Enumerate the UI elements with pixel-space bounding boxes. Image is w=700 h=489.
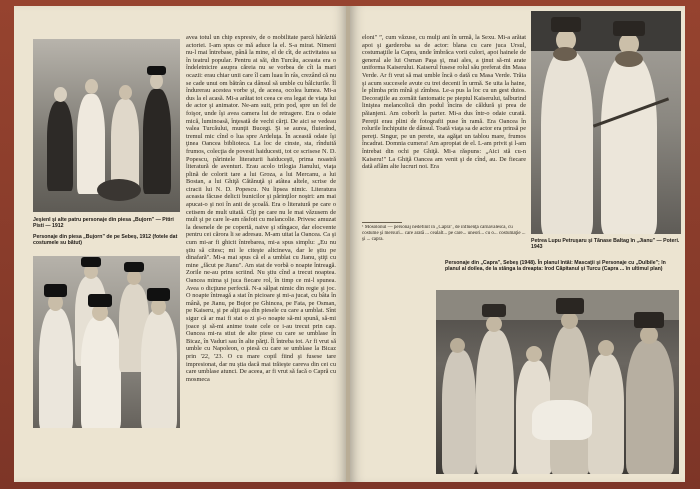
- photo-top-left-caption: Jeşienl şi alte patru personaje din piesa „Bujorn" — Pitiri Pisti — 1912: [33, 217, 174, 230]
- photo-top-right: [531, 11, 681, 234]
- photo-top-left: [33, 39, 180, 212]
- footnote: ¹ Mosolonul — personaj nedefinit în „Capră", de influenţă carnavalescă, cu costume şi mersuri... care arată ... cealalt... pe care... uneori... cu o... costumaţie ... şi ... capra.: [362, 225, 526, 242]
- right-body-text: [362, 34, 526, 216]
- photo-bottom-left: [33, 256, 180, 428]
- footnote-rule: [362, 222, 402, 223]
- right-page: [350, 6, 685, 482]
- left-paragraph: avea totul un chip expresiv, de o mobilitate parcă hărăzită actoriei. I-am spus ce mă aduce la el. S-a mirat. Nimeni nu-l mai întrebase, până la mine, el de cît, de activitatea sa în teatrul popular. Pentru ai săi, din Turcău, aceasta era o îndeletnicire asupra căreia nu se vorbea de cît la mari ocazii: erau chiar unii care îl cam luau în râs, crezând că nu se cade unui om bătrân ca dânsul să umble cu bâlciurile. Îl îndurerau acestea vorbe şi, de aceea, ocolea lumea. Mi-a dus la el acasă. Mi-a arătat tot ceea ce era legat de viaţa lui de actor şi animator. Ne-am suit, prin pod, spre un fel de foişor, unde îşi avea camera lui de retragere. Era o odaie mică, luminoasă, înţesată de vechi cărţi. De aici se vedeau valea Turcăului, munţii Bucegi. Şi se aurea, fluierând, tremul mic cînd o lua spre Ardeluţa. În această odaie îşi ţinea Oancea biblioteca. La loc de cinste, sta, rînduită frumos, colecţia de povesti haiducesti, tot ce scrisese N. D. Popescu, părintele literaturii haiduceşti, prima noastră literatură de aventuri. Erau acolo trilogia Jianului, viaţa plină de colorit tare a lui Groza, a lui Mercanu, a lui Bostan, a lui Ghiţă Cătănuţă şi atâtea altele, scrise de ciracii lui N. D. Popescu. Nu lipsea nimic. Literatura aceasta făcuse delicii bunicilor şi părinţilor noştri: am mai apucat-o şi noi în anii de şcoală. Era o literatură pe care o cetisem de mult uitată. Cîţi pe care nu le mai văzusem de mult şi pe care le-am răsfoit cu melancolie. Privesc amuzat la desenele de pe copertă, naive şi stîngace, dar elocvente pentru cei cărora li se adresau. M-am uitat la Oancea. Ca şi cum mi-ar fi ghicit întrebarea, mi-a spus simplu: „Eu nu ştiu să citesc; mi le citeşte altcineva, dar le ştiu pe dinafară". Mi-a mai spus că el a umblat cu Jianu, ştiţi cu mine „făcut pe Jianu". Am stat de vorbă o noapte întreagă. Zorile ne-au prins scriind. Nu ştiu cînd a trecut noaptea. Oancea mima şi juca fiecare rol, în timp ce mi-l spunea. Avea o dicţiune perfectă. N-a sălpat nimic din regie şi joc. O noapte întreagă a stat în picioare şi mi-a jucat, cu bâta în mână, pe Jianu, pe Bujor pe Ghincea, pe Fata, pe Osman, pe Kaiseru, şi pe alţii aşa din piesele cu care a umblat. Sînt sigur că ar mai fi stat o zi şi-o noapte să-mi spună, să-mi joace şi să-mi anime toate cele ce i-au trecut prin cap. Oancea mi-ra stiut de alte piese cu care se umblase în Bicaz, în Vaduri sau în alte părţi. Îl întreba tot. Ar fi vrut să umble cu Napoleon, o piesă cu care se umblase la Bicaz prin '22, '23. O cu mare copil fiind şi fusese tare impresionat, dar nu ştia dacă mai trăieşte careva din cei cu care umblase atunci. De aceea, ar fi vrut să facă o Capră cu mosmeca: [186, 34, 336, 383]
- photo-bottom-right: [436, 290, 679, 474]
- photo-top-right-caption: Petrea Lupu Petruşaru şi Tănase Baltag în „Jianu" — Poteri. 1943: [531, 238, 680, 251]
- right-paragraph: eloni" ”, cum văzuse, cu mulţi ani în urmă, la Sexu. Mi-a arătat apoi şi garderoba sa de actor: blana cu care juca Ursul, costumaţiile la Capra, unde îmbrăca vorii culori, apoi hainele de general ale lui Osman Paşa şi, mai ales, a ţinut să-mi arate uniforma Kaiserului. Kaiserul fusese rolul său preferat din Masa Verde. Ar fi vrut să mai umble încă o dată cu Masa Verde. Trăia şi acum succesele avute cu trei decenii în urmă. Se uita la haine, le plimba prin mînă şi zîmbea. Le-a pus la loc cu un gest duios. Decoraţiile au zornăit fantomatic pe pieptul Kaiserului, talburind liniştea melancolică din podul încins de căldură şi prea de păianjeni. Am coborît la parter. Mi-a dus într-o odaie curată. Pereţii erau plini de fotografii puse în ramă. Era Oancea în rolurile închipuite de dânsul. Toată viaţa sa de actor era prinsă pe pereţi. Singur, pe un perete, sta agăţat un tablou mare, frumos încadrat. Domnia cumera! Am apropiat de el. L-am privit şi l-am întrebat din ochi pe Ghiţă. Mi-a răspuns: „Aici stă cu-n Kaiseru!" La Ghiţă Oancea am venit şi de cînd, au. De fiecare dată aflăm alte lucruri noi. Era: [362, 34, 526, 171]
- left-body-text: [186, 34, 336, 474]
- photo-bottom-left-caption: Personaje din piesa „Bujorn" de pe Sebeş, 1912 (fotele dat costumele su bătut): [33, 234, 178, 247]
- photo-bottom-right-caption: Personaje din „Capra", Sebeş (1948). În planul întâi: Mascaţii şi Personaje cu „Dulbile"; în planul al doilea, de la stânga la dreapta: Irod Căpitanul şi Turcu (Capra ... în ultimul plan): [445, 260, 666, 273]
- left-page: [14, 6, 347, 482]
